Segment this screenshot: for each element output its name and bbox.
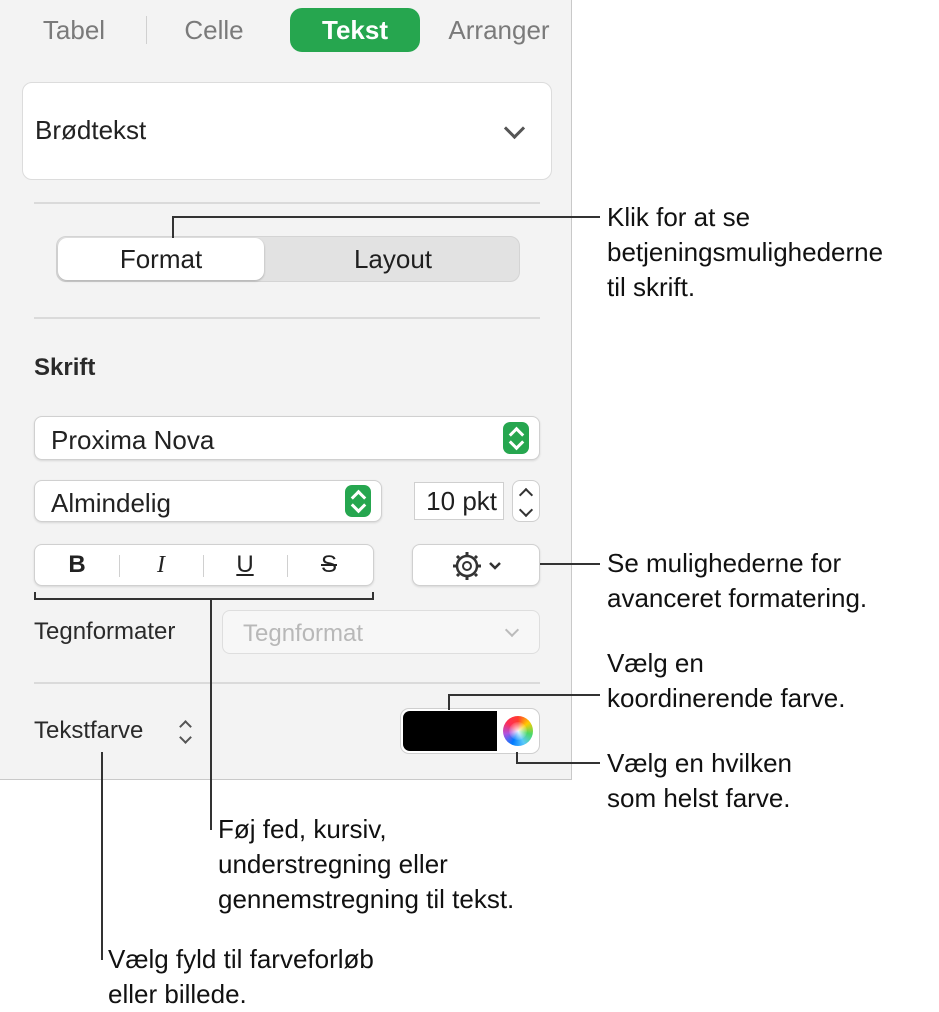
tab-celle[interactable]: Celle bbox=[184, 15, 244, 45]
callout-line bbox=[372, 592, 374, 600]
segment-format[interactable]: Format bbox=[58, 238, 264, 280]
italic-button[interactable]: I bbox=[157, 552, 165, 578]
callout-line bbox=[101, 752, 103, 960]
chevron-down-icon bbox=[504, 118, 525, 139]
tab-tekst[interactable]: Tekst bbox=[290, 8, 420, 52]
text-color-label[interactable]: Tekstfarve bbox=[34, 717, 144, 744]
divider bbox=[34, 317, 540, 319]
popup-updown-icon bbox=[503, 422, 529, 454]
stepper-down-icon[interactable] bbox=[519, 503, 533, 517]
tab-divider bbox=[146, 16, 147, 44]
gear-icon bbox=[413, 545, 541, 587]
callout-format: Klik for at se betjeningsmulighederne til skrift. bbox=[607, 202, 884, 302]
callout-line bbox=[540, 563, 600, 565]
format-layout-segmented-control bbox=[56, 236, 520, 282]
character-style-popup[interactable] bbox=[222, 610, 540, 654]
text-style-buttons bbox=[34, 544, 374, 586]
divider bbox=[34, 682, 540, 684]
callout-line bbox=[516, 762, 600, 764]
callout-line bbox=[172, 216, 174, 238]
callout-line bbox=[448, 694, 600, 696]
callout-line bbox=[34, 598, 374, 600]
text-color-well bbox=[400, 708, 540, 754]
format-sidebar bbox=[0, 0, 572, 780]
font-style-value: Almindelig bbox=[51, 488, 171, 518]
tab-tabel[interactable]: Tabel bbox=[42, 15, 106, 45]
font-style-popup[interactable] bbox=[34, 480, 382, 522]
paragraph-style-label: Brødtekst bbox=[35, 115, 147, 145]
font-section-title: Skrift bbox=[34, 354, 96, 381]
strikethrough-button[interactable]: S bbox=[320, 551, 337, 578]
callout-line bbox=[448, 694, 450, 710]
advanced-options-button[interactable] bbox=[412, 544, 540, 586]
character-styles-label: Tegnformater bbox=[34, 618, 176, 645]
callout-advanced: Se mulighederne for avanceret formatering. bbox=[607, 548, 868, 613]
bold-button[interactable]: B bbox=[68, 551, 86, 578]
font-size-field[interactable]: 10 pkt bbox=[414, 482, 504, 520]
callout-text-styles: Føj fed, kursiv, understregning eller gennemstregning til tekst. bbox=[218, 814, 515, 914]
font-name-popup[interactable] bbox=[34, 416, 540, 460]
callout-fill: Vælg fyld til farveforløb eller billede. bbox=[108, 944, 374, 1009]
color-swatch[interactable] bbox=[403, 711, 497, 751]
font-name-value: Proxima Nova bbox=[51, 425, 215, 455]
chevron-down-icon bbox=[505, 623, 519, 637]
font-size-stepper[interactable] bbox=[512, 480, 540, 522]
callout-line bbox=[172, 216, 600, 218]
segment-layout[interactable]: Layout bbox=[353, 244, 433, 274]
color-wheel-icon[interactable] bbox=[503, 716, 533, 746]
character-style-placeholder: Tegnformat bbox=[243, 620, 364, 647]
updown-icon[interactable] bbox=[178, 718, 194, 746]
callout-any-color: Vælg en hvilken som helst farve. bbox=[607, 748, 792, 813]
popup-updown-icon bbox=[345, 485, 371, 517]
tab-bar bbox=[0, 8, 572, 52]
divider bbox=[34, 202, 540, 204]
callout-coordinating-color: Vælg en koordinerende farve. bbox=[607, 648, 846, 713]
stepper-up-icon[interactable] bbox=[519, 488, 533, 502]
tab-arranger[interactable]: Arranger bbox=[448, 15, 550, 45]
underline-button[interactable]: U bbox=[236, 551, 254, 578]
paragraph-style-popup[interactable] bbox=[22, 82, 552, 180]
callout-line bbox=[210, 598, 212, 830]
